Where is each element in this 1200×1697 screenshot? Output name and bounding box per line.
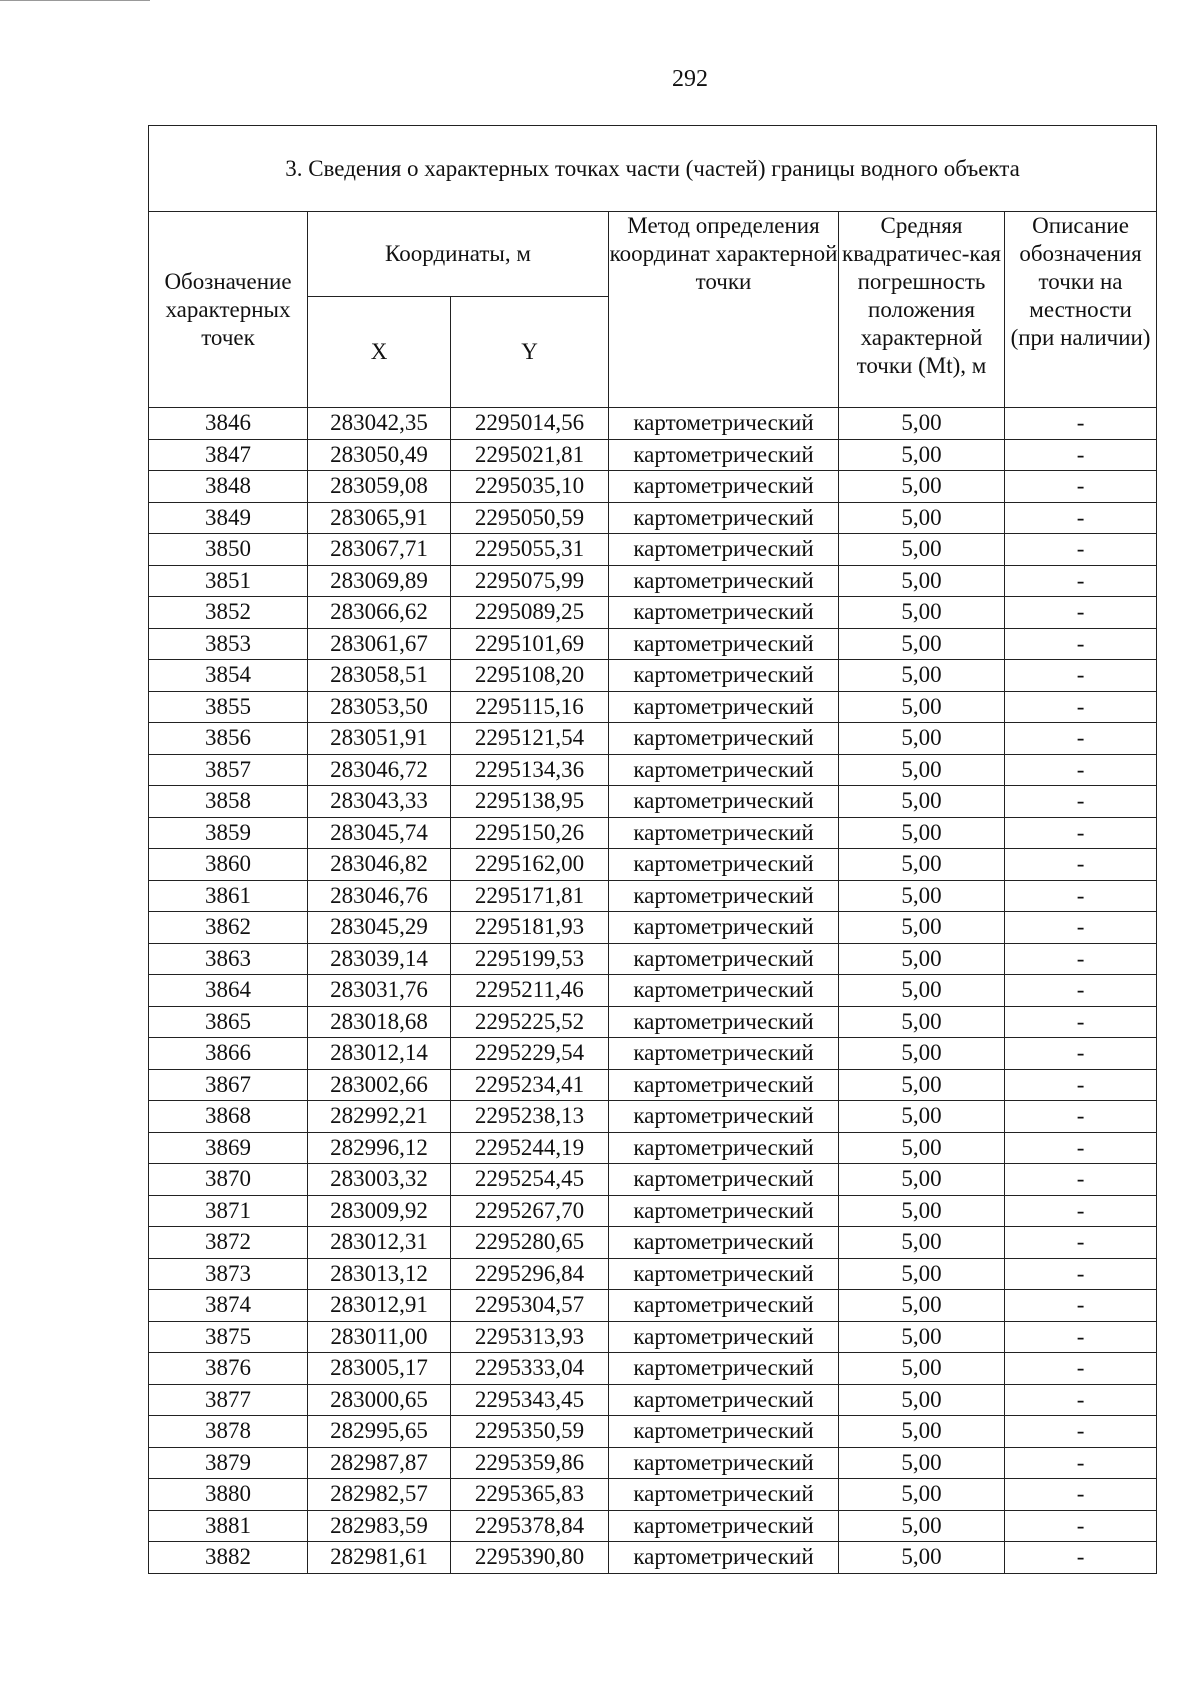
error-cell: 5,00 bbox=[839, 597, 1005, 629]
description-cell: - bbox=[1005, 849, 1157, 881]
description-cell: - bbox=[1005, 1321, 1157, 1353]
description-cell: - bbox=[1005, 1195, 1157, 1227]
x-coordinate-cell: 283003,32 bbox=[308, 1164, 451, 1196]
point-id-cell: 3856 bbox=[149, 723, 308, 755]
error-cell: 5,00 bbox=[839, 943, 1005, 975]
error-cell: 5,00 bbox=[839, 1321, 1005, 1353]
description-cell: - bbox=[1005, 1132, 1157, 1164]
method-cell: картометрический bbox=[609, 754, 839, 786]
x-coordinate-cell: 283046,72 bbox=[308, 754, 451, 786]
x-coordinate-cell: 283043,33 bbox=[308, 786, 451, 818]
table-row bbox=[149, 1290, 1157, 1322]
y-coordinate-cell: 2295350,59 bbox=[451, 1416, 609, 1448]
method-cell: картометрический bbox=[609, 849, 839, 881]
point-id-cell: 3849 bbox=[149, 502, 308, 534]
y-coordinate-cell: 2295014,56 bbox=[451, 408, 609, 440]
y-coordinate-cell: 2295244,19 bbox=[451, 1132, 609, 1164]
point-id-cell: 3873 bbox=[149, 1258, 308, 1290]
error-cell: 5,00 bbox=[839, 502, 1005, 534]
x-coordinate-cell: 283051,91 bbox=[308, 723, 451, 755]
x-coordinate-cell: 283065,91 bbox=[308, 502, 451, 534]
x-coordinate-cell: 283069,89 bbox=[308, 565, 451, 597]
description-cell: - bbox=[1005, 408, 1157, 440]
error-cell: 5,00 bbox=[839, 1510, 1005, 1542]
y-coordinate-cell: 2295296,84 bbox=[451, 1258, 609, 1290]
table-body bbox=[149, 408, 1157, 1574]
table-row bbox=[149, 1542, 1157, 1574]
table-row bbox=[149, 439, 1157, 471]
point-id-cell: 3848 bbox=[149, 471, 308, 503]
method-cell: картометрический bbox=[609, 1447, 839, 1479]
error-cell: 5,00 bbox=[839, 1416, 1005, 1448]
table-row bbox=[149, 1132, 1157, 1164]
x-coordinate-cell: 283000,65 bbox=[308, 1384, 451, 1416]
point-id-cell: 3879 bbox=[149, 1447, 308, 1479]
point-id-cell: 3854 bbox=[149, 660, 308, 692]
table-row bbox=[149, 1069, 1157, 1101]
header-method: Метод определения координат характерной точки bbox=[609, 212, 839, 408]
error-cell: 5,00 bbox=[839, 1447, 1005, 1479]
method-cell: картометрический bbox=[609, 1132, 839, 1164]
method-cell: картометрический bbox=[609, 660, 839, 692]
error-cell: 5,00 bbox=[839, 975, 1005, 1007]
description-cell: - bbox=[1005, 439, 1157, 471]
table-row bbox=[149, 471, 1157, 503]
method-cell: картометрический bbox=[609, 1101, 839, 1133]
error-cell: 5,00 bbox=[839, 1479, 1005, 1511]
x-coordinate-cell: 283002,66 bbox=[308, 1069, 451, 1101]
point-id-cell: 3861 bbox=[149, 880, 308, 912]
y-coordinate-cell: 2295333,04 bbox=[451, 1353, 609, 1385]
error-cell: 5,00 bbox=[839, 786, 1005, 818]
description-cell: - bbox=[1005, 628, 1157, 660]
table-row bbox=[149, 1006, 1157, 1038]
y-coordinate-cell: 2295378,84 bbox=[451, 1510, 609, 1542]
point-id-cell: 3855 bbox=[149, 691, 308, 723]
table-row bbox=[149, 1353, 1157, 1385]
description-cell: - bbox=[1005, 975, 1157, 1007]
error-cell: 5,00 bbox=[839, 1353, 1005, 1385]
x-coordinate-cell: 283067,71 bbox=[308, 534, 451, 566]
y-coordinate-cell: 2295181,93 bbox=[451, 912, 609, 944]
x-coordinate-cell: 283045,29 bbox=[308, 912, 451, 944]
method-cell: картометрический bbox=[609, 943, 839, 975]
error-cell: 5,00 bbox=[839, 1069, 1005, 1101]
x-coordinate-cell: 283013,12 bbox=[308, 1258, 451, 1290]
method-cell: картометрический bbox=[609, 1164, 839, 1196]
y-coordinate-cell: 2295134,36 bbox=[451, 754, 609, 786]
point-id-cell: 3862 bbox=[149, 912, 308, 944]
method-cell: картометрический bbox=[609, 565, 839, 597]
table-row bbox=[149, 1384, 1157, 1416]
header-description: Описание обозначения точки на местности (при наличии) bbox=[1005, 212, 1157, 408]
table-row bbox=[149, 754, 1157, 786]
method-cell: картометрический bbox=[609, 1510, 839, 1542]
point-id-cell: 3860 bbox=[149, 849, 308, 881]
point-id-cell: 3875 bbox=[149, 1321, 308, 1353]
y-coordinate-cell: 2295021,81 bbox=[451, 439, 609, 471]
method-cell: картометрический bbox=[609, 817, 839, 849]
x-coordinate-cell: 282992,21 bbox=[308, 1101, 451, 1133]
description-cell: - bbox=[1005, 1038, 1157, 1070]
method-cell: картометрический bbox=[609, 628, 839, 660]
y-coordinate-cell: 2295343,45 bbox=[451, 1384, 609, 1416]
error-cell: 5,00 bbox=[839, 691, 1005, 723]
description-cell: - bbox=[1005, 1227, 1157, 1259]
description-cell: - bbox=[1005, 943, 1157, 975]
y-coordinate-cell: 2295171,81 bbox=[451, 880, 609, 912]
method-cell: картометрический bbox=[609, 534, 839, 566]
error-cell: 5,00 bbox=[839, 1542, 1005, 1574]
error-cell: 5,00 bbox=[839, 880, 1005, 912]
table-row bbox=[149, 660, 1157, 692]
x-coordinate-cell: 283050,49 bbox=[308, 439, 451, 471]
y-coordinate-cell: 2295234,41 bbox=[451, 1069, 609, 1101]
method-cell: картометрический bbox=[609, 408, 839, 440]
point-id-cell: 3880 bbox=[149, 1479, 308, 1511]
description-cell: - bbox=[1005, 1542, 1157, 1574]
x-coordinate-cell: 282996,12 bbox=[308, 1132, 451, 1164]
table-row bbox=[149, 565, 1157, 597]
error-cell: 5,00 bbox=[839, 723, 1005, 755]
boundary-points-table bbox=[148, 125, 1157, 1574]
point-id-cell: 3859 bbox=[149, 817, 308, 849]
y-coordinate-cell: 2295211,46 bbox=[451, 975, 609, 1007]
x-coordinate-cell: 283058,51 bbox=[308, 660, 451, 692]
y-coordinate-cell: 2295267,70 bbox=[451, 1195, 609, 1227]
error-cell: 5,00 bbox=[839, 1006, 1005, 1038]
point-id-cell: 3864 bbox=[149, 975, 308, 1007]
error-cell: 5,00 bbox=[839, 1038, 1005, 1070]
table-row bbox=[149, 408, 1157, 440]
page-number: 292 bbox=[672, 66, 708, 92]
y-coordinate-cell: 2295238,13 bbox=[451, 1101, 609, 1133]
error-cell: 5,00 bbox=[839, 817, 1005, 849]
point-id-cell: 3877 bbox=[149, 1384, 308, 1416]
method-cell: картометрический bbox=[609, 1321, 839, 1353]
method-cell: картометрический bbox=[609, 1227, 839, 1259]
error-cell: 5,00 bbox=[839, 754, 1005, 786]
method-cell: картометрический bbox=[609, 1290, 839, 1322]
error-cell: 5,00 bbox=[839, 408, 1005, 440]
description-cell: - bbox=[1005, 1384, 1157, 1416]
description-cell: - bbox=[1005, 880, 1157, 912]
method-cell: картометрический bbox=[609, 597, 839, 629]
point-id-cell: 3865 bbox=[149, 1006, 308, 1038]
point-id-cell: 3851 bbox=[149, 565, 308, 597]
point-id-cell: 3846 bbox=[149, 408, 308, 440]
y-coordinate-cell: 2295225,52 bbox=[451, 1006, 609, 1038]
y-coordinate-cell: 2295229,54 bbox=[451, 1038, 609, 1070]
table-row bbox=[149, 628, 1157, 660]
point-id-cell: 3871 bbox=[149, 1195, 308, 1227]
x-coordinate-cell: 283012,91 bbox=[308, 1290, 451, 1322]
error-cell: 5,00 bbox=[839, 1227, 1005, 1259]
x-coordinate-cell: 283061,67 bbox=[308, 628, 451, 660]
method-cell: картометрический bbox=[609, 880, 839, 912]
scan-edge-line bbox=[0, 0, 150, 1]
error-cell: 5,00 bbox=[839, 439, 1005, 471]
table-row bbox=[149, 786, 1157, 818]
description-cell: - bbox=[1005, 691, 1157, 723]
y-coordinate-cell: 2295035,10 bbox=[451, 471, 609, 503]
point-id-cell: 3874 bbox=[149, 1290, 308, 1322]
table-row bbox=[149, 1164, 1157, 1196]
table-row bbox=[149, 849, 1157, 881]
method-cell: картометрический bbox=[609, 1195, 839, 1227]
point-id-cell: 3872 bbox=[149, 1227, 308, 1259]
description-cell: - bbox=[1005, 502, 1157, 534]
method-cell: картометрический bbox=[609, 502, 839, 534]
description-cell: - bbox=[1005, 786, 1157, 818]
method-cell: картометрический bbox=[609, 1416, 839, 1448]
point-id-cell: 3868 bbox=[149, 1101, 308, 1133]
y-coordinate-cell: 2295365,83 bbox=[451, 1479, 609, 1511]
table-row bbox=[149, 1227, 1157, 1259]
method-cell: картометрический bbox=[609, 439, 839, 471]
y-coordinate-cell: 2295138,95 bbox=[451, 786, 609, 818]
header-y: Y bbox=[451, 297, 609, 408]
table-row bbox=[149, 502, 1157, 534]
error-cell: 5,00 bbox=[839, 1290, 1005, 1322]
method-cell: картометрический bbox=[609, 912, 839, 944]
method-cell: картометрический bbox=[609, 1353, 839, 1385]
method-cell: картометрический bbox=[609, 723, 839, 755]
y-coordinate-cell: 2295150,26 bbox=[451, 817, 609, 849]
error-cell: 5,00 bbox=[839, 660, 1005, 692]
header-error: Средняя квадратичес-кая погрешность положения характерной точки (Mt), м bbox=[839, 212, 1005, 408]
point-id-cell: 3881 bbox=[149, 1510, 308, 1542]
table-row bbox=[149, 534, 1157, 566]
description-cell: - bbox=[1005, 565, 1157, 597]
point-id-cell: 3878 bbox=[149, 1416, 308, 1448]
x-coordinate-cell: 283039,14 bbox=[308, 943, 451, 975]
y-coordinate-cell: 2295055,31 bbox=[451, 534, 609, 566]
y-coordinate-cell: 2295199,53 bbox=[451, 943, 609, 975]
x-coordinate-cell: 283031,76 bbox=[308, 975, 451, 1007]
x-coordinate-cell: 283046,82 bbox=[308, 849, 451, 881]
error-cell: 5,00 bbox=[839, 849, 1005, 881]
error-cell: 5,00 bbox=[839, 565, 1005, 597]
method-cell: картометрический bbox=[609, 1479, 839, 1511]
table-row bbox=[149, 943, 1157, 975]
description-cell: - bbox=[1005, 1069, 1157, 1101]
header-point-designation: Обозначение характерных точек bbox=[149, 212, 308, 408]
y-coordinate-cell: 2295390,80 bbox=[451, 1542, 609, 1574]
y-coordinate-cell: 2295313,93 bbox=[451, 1321, 609, 1353]
table-row bbox=[149, 691, 1157, 723]
method-cell: картометрический bbox=[609, 1542, 839, 1574]
table-row bbox=[149, 817, 1157, 849]
x-coordinate-cell: 283012,14 bbox=[308, 1038, 451, 1070]
description-cell: - bbox=[1005, 1447, 1157, 1479]
description-cell: - bbox=[1005, 660, 1157, 692]
error-cell: 5,00 bbox=[839, 1101, 1005, 1133]
point-id-cell: 3852 bbox=[149, 597, 308, 629]
header-x: X bbox=[308, 297, 451, 408]
description-cell: - bbox=[1005, 723, 1157, 755]
point-id-cell: 3866 bbox=[149, 1038, 308, 1070]
error-cell: 5,00 bbox=[839, 628, 1005, 660]
y-coordinate-cell: 2295050,59 bbox=[451, 502, 609, 534]
error-cell: 5,00 bbox=[839, 1164, 1005, 1196]
x-coordinate-cell: 283042,35 bbox=[308, 408, 451, 440]
point-id-cell: 3870 bbox=[149, 1164, 308, 1196]
table-row bbox=[149, 1447, 1157, 1479]
table-row bbox=[149, 597, 1157, 629]
error-cell: 5,00 bbox=[839, 1258, 1005, 1290]
description-cell: - bbox=[1005, 597, 1157, 629]
description-cell: - bbox=[1005, 817, 1157, 849]
description-cell: - bbox=[1005, 1353, 1157, 1385]
y-coordinate-cell: 2295089,25 bbox=[451, 597, 609, 629]
description-cell: - bbox=[1005, 1006, 1157, 1038]
point-id-cell: 3882 bbox=[149, 1542, 308, 1574]
description-cell: - bbox=[1005, 471, 1157, 503]
section-title: 3. Сведения о характерных точках части (частей) границы водного объекта bbox=[149, 126, 1157, 212]
description-cell: - bbox=[1005, 1416, 1157, 1448]
x-coordinate-cell: 282995,65 bbox=[308, 1416, 451, 1448]
x-coordinate-cell: 283011,00 bbox=[308, 1321, 451, 1353]
point-id-cell: 3850 bbox=[149, 534, 308, 566]
table-row bbox=[149, 1038, 1157, 1070]
table-row bbox=[149, 880, 1157, 912]
error-cell: 5,00 bbox=[839, 1132, 1005, 1164]
y-coordinate-cell: 2295101,69 bbox=[451, 628, 609, 660]
point-id-cell: 3863 bbox=[149, 943, 308, 975]
x-coordinate-cell: 282982,57 bbox=[308, 1479, 451, 1511]
table-row bbox=[149, 723, 1157, 755]
method-cell: картометрический bbox=[609, 1069, 839, 1101]
x-coordinate-cell: 283046,76 bbox=[308, 880, 451, 912]
y-coordinate-cell: 2295115,16 bbox=[451, 691, 609, 723]
table-row bbox=[149, 1416, 1157, 1448]
header-coordinates: Координаты, м bbox=[308, 212, 609, 297]
description-cell: - bbox=[1005, 1290, 1157, 1322]
x-coordinate-cell: 283012,31 bbox=[308, 1227, 451, 1259]
description-cell: - bbox=[1005, 534, 1157, 566]
x-coordinate-cell: 283066,62 bbox=[308, 597, 451, 629]
point-id-cell: 3853 bbox=[149, 628, 308, 660]
method-cell: картометрический bbox=[609, 1038, 839, 1070]
description-cell: - bbox=[1005, 1479, 1157, 1511]
table-row bbox=[149, 1510, 1157, 1542]
x-coordinate-cell: 283005,17 bbox=[308, 1353, 451, 1385]
y-coordinate-cell: 2295162,00 bbox=[451, 849, 609, 881]
caption-row bbox=[149, 126, 1157, 212]
table-row bbox=[149, 1321, 1157, 1353]
method-cell: картометрический bbox=[609, 1006, 839, 1038]
error-cell: 5,00 bbox=[839, 1195, 1005, 1227]
method-cell: картометрический bbox=[609, 1384, 839, 1416]
x-coordinate-cell: 282983,59 bbox=[308, 1510, 451, 1542]
y-coordinate-cell: 2295075,99 bbox=[451, 565, 609, 597]
point-id-cell: 3857 bbox=[149, 754, 308, 786]
table-row bbox=[149, 1101, 1157, 1133]
x-coordinate-cell: 282987,87 bbox=[308, 1447, 451, 1479]
y-coordinate-cell: 2295359,86 bbox=[451, 1447, 609, 1479]
x-coordinate-cell: 283009,92 bbox=[308, 1195, 451, 1227]
description-cell: - bbox=[1005, 1164, 1157, 1196]
error-cell: 5,00 bbox=[839, 534, 1005, 566]
point-id-cell: 3869 bbox=[149, 1132, 308, 1164]
table-row bbox=[149, 1258, 1157, 1290]
point-id-cell: 3867 bbox=[149, 1069, 308, 1101]
description-cell: - bbox=[1005, 912, 1157, 944]
table-row bbox=[149, 912, 1157, 944]
method-cell: картометрический bbox=[609, 691, 839, 723]
error-cell: 5,00 bbox=[839, 471, 1005, 503]
error-cell: 5,00 bbox=[839, 1384, 1005, 1416]
header-row-1 bbox=[149, 212, 1157, 297]
y-coordinate-cell: 2295121,54 bbox=[451, 723, 609, 755]
description-cell: - bbox=[1005, 1101, 1157, 1133]
x-coordinate-cell: 283053,50 bbox=[308, 691, 451, 723]
y-coordinate-cell: 2295304,57 bbox=[451, 1290, 609, 1322]
x-coordinate-cell: 282981,61 bbox=[308, 1542, 451, 1574]
point-id-cell: 3847 bbox=[149, 439, 308, 471]
method-cell: картометрический bbox=[609, 1258, 839, 1290]
description-cell: - bbox=[1005, 1258, 1157, 1290]
table-row bbox=[149, 975, 1157, 1007]
x-coordinate-cell: 283045,74 bbox=[308, 817, 451, 849]
point-id-cell: 3858 bbox=[149, 786, 308, 818]
error-cell: 5,00 bbox=[839, 912, 1005, 944]
x-coordinate-cell: 283059,08 bbox=[308, 471, 451, 503]
point-id-cell: 3876 bbox=[149, 1353, 308, 1385]
description-cell: - bbox=[1005, 1510, 1157, 1542]
y-coordinate-cell: 2295108,20 bbox=[451, 660, 609, 692]
table-row bbox=[149, 1195, 1157, 1227]
method-cell: картометрический bbox=[609, 975, 839, 1007]
method-cell: картометрический bbox=[609, 786, 839, 818]
method-cell: картометрический bbox=[609, 471, 839, 503]
y-coordinate-cell: 2295280,65 bbox=[451, 1227, 609, 1259]
y-coordinate-cell: 2295254,45 bbox=[451, 1164, 609, 1196]
x-coordinate-cell: 283018,68 bbox=[308, 1006, 451, 1038]
table-row bbox=[149, 1479, 1157, 1511]
description-cell: - bbox=[1005, 754, 1157, 786]
